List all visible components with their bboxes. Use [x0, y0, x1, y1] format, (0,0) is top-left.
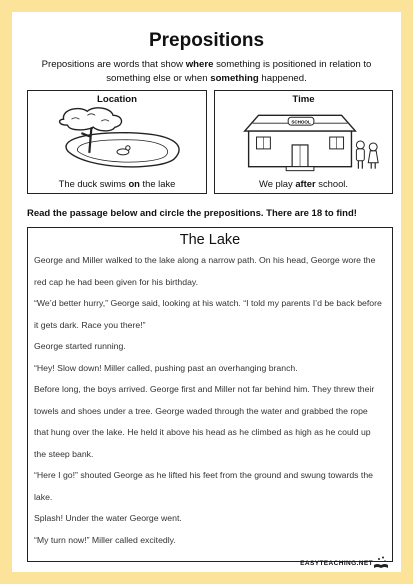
worksheet-page: [12, 12, 401, 572]
passage-paragraph: “Hey! Slow down! Miller called, pushing past an overhanging branch.: [34, 362, 298, 373]
brand-logo: EASYTEACHING.NET: [300, 560, 373, 567]
passage-paragraph: “We’d better hurry,” George said, looking at his watch. “I told my parents I’d be back before it gets dark. Race you there!”: [34, 298, 382, 330]
time-caption: We play after school.: [259, 178, 348, 189]
tree-pond-duck-icon: [28, 107, 206, 173]
intro-line-2: something else or when something happened.: [106, 73, 307, 84]
passage-paragraph: Splash! Under the water George went.: [34, 513, 182, 523]
passage-title: The Lake: [179, 232, 241, 248]
location-example-box: [27, 90, 207, 194]
intro-line-1: Prepositions are words that show where something is positioned in relation to: [41, 59, 372, 70]
instruction-text: Read the passage below and circle the prepositions. There are 18 to find!: [27, 208, 357, 219]
school-building-icon: [215, 107, 392, 173]
passage-paragraph: Before long, the boys arrived. George first and Miller not far behind him. They threw their towels and shoes under a tree. George waded through the water and grabbed the rope that hung over the lake. He held it above his head as he climbed as high as he could up the steep bank.: [34, 384, 375, 459]
location-heading: Location: [97, 94, 137, 105]
location-caption: The duck swims on the lake: [58, 178, 176, 189]
passage-box: [27, 227, 393, 562]
book-icon: [373, 555, 389, 569]
page-title: Prepositions: [148, 30, 265, 51]
intro-text: [32, 58, 381, 86]
time-heading: Time: [292, 94, 315, 105]
passage-paragraph: “Here I go!” shouted George as he lifted his feet from the ground and swung towards the lake.: [34, 470, 374, 502]
passage-paragraph: “My turn now!” Miller called excitedly.: [34, 534, 176, 545]
passage-paragraph: George and Miller walked to the lake along a narrow path. On his head, George wore the red cap he had been given for his birthday.: [34, 255, 376, 287]
school-sign: SCHOOL: [291, 119, 311, 125]
passage-paragraph: George started running.: [34, 341, 126, 351]
time-example-box: [214, 90, 393, 194]
